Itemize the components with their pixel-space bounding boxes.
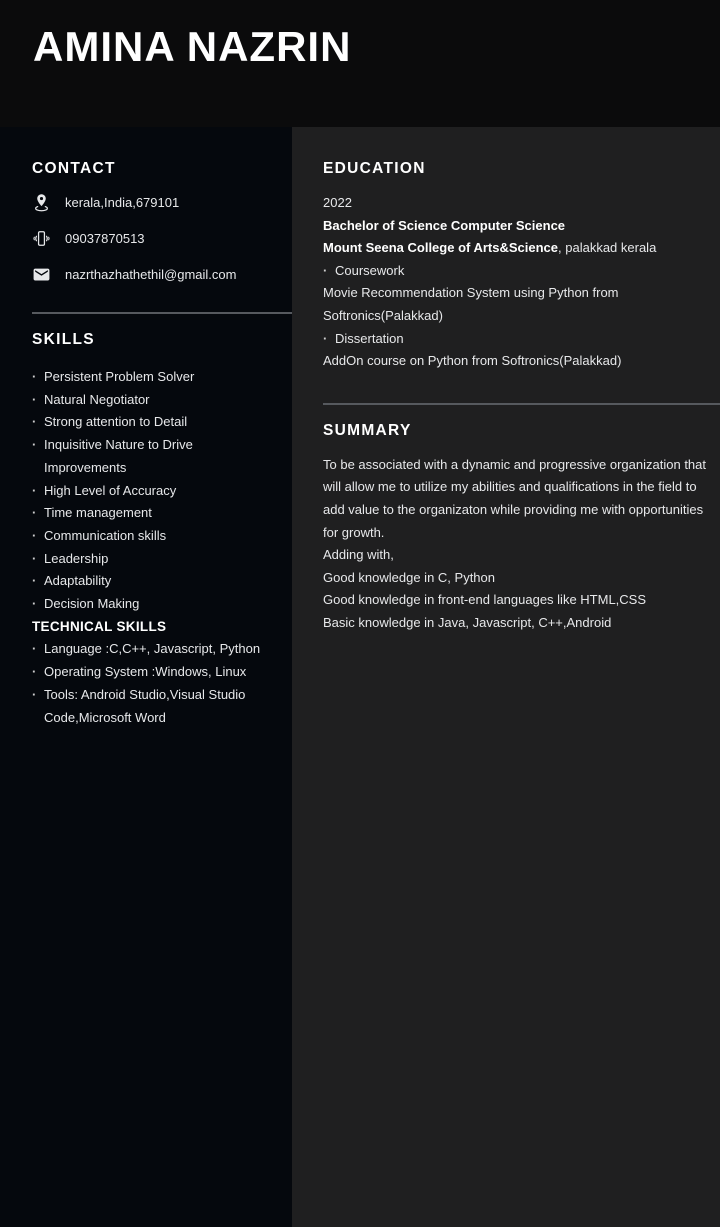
skill-text: · Inquisitive Nature to Drive Improvements: [44, 437, 193, 475]
contact-item-email: [32, 264, 270, 285]
education-college-name: Mount Seena College of Arts&Science: [323, 240, 559, 256]
resume-body: [0, 127, 720, 1227]
skill-text: · Communication skills: [44, 527, 167, 543]
education-college-location: , palakkad kerala: [558, 240, 657, 256]
skill-item: [32, 593, 270, 616]
resume-header: [0, 0, 720, 127]
summary-heading: SUMMARY: [323, 421, 412, 439]
skill-item: [32, 525, 270, 548]
skill-text: · Decision Making: [44, 596, 140, 612]
education-degree: Bachelor of Science Computer Science: [323, 217, 566, 233]
right-section-divider: [323, 403, 720, 405]
skill-item: [32, 411, 270, 434]
left-sidebar: [0, 127, 292, 1227]
education-bullet-coursework: [323, 260, 706, 283]
education-college: [323, 237, 706, 260]
skill-text: · Time management: [44, 505, 152, 521]
education-bullet-label: · Coursework: [335, 262, 405, 278]
education-bullet-dissertation: [323, 328, 706, 351]
skill-item: [32, 502, 270, 525]
main-content: [292, 127, 720, 1227]
skill-item: [32, 434, 270, 479]
technical-skill-text: · Operating System :Windows, Linux: [44, 664, 247, 680]
skill-item: [32, 570, 270, 593]
summary-line: Good knowledge in C, Python: [323, 569, 495, 585]
email-icon: [32, 265, 51, 284]
skill-text: · Adaptability: [44, 573, 112, 589]
summary-line: Good knowledge in front-end languages like HTML,CSS: [323, 592, 647, 608]
contact-section: [32, 160, 270, 285]
summary-paragraph: To be associated with a dynamic and progressive organization that will allow me to utilize my abilities and qualifications in the field to add value to the organizaton while providing me with opportunities for growth.: [323, 456, 706, 540]
skill-text: · Persistent Problem Solver: [44, 369, 195, 384]
summary-line: Adding with,: [323, 547, 394, 563]
location-pin-icon: [32, 193, 51, 212]
contact-heading: CONTACT: [32, 160, 116, 177]
skill-item: [32, 480, 270, 503]
contact-location-text: kerala,India,679101: [65, 195, 180, 210]
technical-skill-text: · Tools: Android Studio,Visual Studio Code,Microsoft Word: [44, 686, 246, 725]
education-year: 2022: [323, 195, 352, 210]
education-dissertation-detail: AddOn course on Python from Softronics(Palakkad): [323, 353, 622, 369]
phone-icon: [32, 229, 51, 248]
education-bullet-label: · Dissertation: [335, 330, 404, 346]
skill-text: · Natural Negotiator: [44, 391, 150, 407]
summary-section: [323, 422, 706, 635]
skill-item: [32, 366, 270, 389]
skill-text: · High Level of Accuracy: [44, 482, 177, 498]
contact-phone-text: 09037870513: [65, 231, 145, 246]
skills-heading: SKILLS: [32, 331, 95, 348]
skill-text: · Strong attention to Detail: [44, 414, 188, 430]
contact-item-phone: [32, 228, 270, 249]
skill-item: [32, 548, 270, 571]
education-coursework-detail: Movie Recommendation System using Python from Softronics(Palakkad): [323, 285, 619, 323]
technical-skill-text: · Language :C,C++, Javascript, Python: [44, 641, 261, 657]
technical-skill-item: [32, 661, 270, 684]
skill-item: [32, 389, 270, 412]
education-section: [323, 160, 706, 373]
technical-skill-item: [32, 638, 270, 661]
technical-skill-item: [32, 684, 270, 729]
summary-line: Basic knowledge in Java, Javascript, C++,Android: [323, 614, 612, 630]
education-heading: EDUCATION: [323, 160, 426, 177]
contact-email-text: nazrthazhathethil@gmail.com: [65, 267, 237, 282]
skill-text: · Leadership: [44, 550, 109, 566]
technical-skills-heading: TECHNICAL SKILLS: [32, 618, 167, 634]
candidate-name: AMINA NAZRIN: [33, 23, 352, 70]
left-section-divider: [32, 312, 292, 314]
skills-section: [32, 331, 270, 729]
contact-item-location: [32, 192, 270, 213]
